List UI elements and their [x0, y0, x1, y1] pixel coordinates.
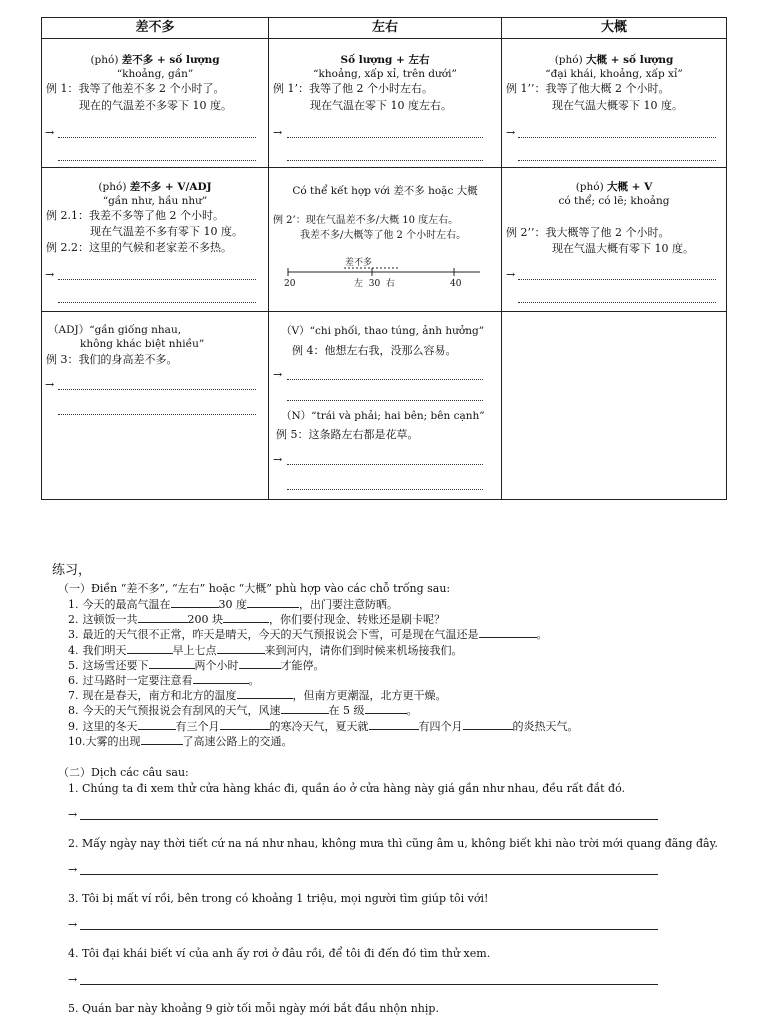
item-number: 4.: [68, 643, 79, 657]
answer-blank[interactable]: [239, 668, 281, 669]
fill-blank-item: [68, 598, 398, 612]
part1-heading: （一）Điền “差不多”, “左右” hoặc “大概” phù hợp vào các chỗ trống sau:: [58, 582, 451, 595]
r3c2-answer-line-4[interactable]: [287, 489, 483, 490]
translation-arrow: →: [68, 918, 78, 931]
r2c3-arrow: →: [506, 268, 516, 281]
translation-item: 3. Tôi bị mất ví rồi, bên trong có khoảng 1 triệu, mọi người tìm giúp tôi với!: [68, 892, 489, 905]
header-chabuduo: 差不多: [42, 18, 269, 39]
r2c2-example-1: 例 2’：现在气温差不多/大概 10 度左右。: [273, 215, 459, 226]
r2c1-example-1b: 现在气温差不多有零下 10 度。: [90, 225, 243, 238]
r3c1-meaning-2: không khác biệt nhiều”: [80, 338, 205, 350]
cell-r3-c2: [269, 312, 502, 500]
item-text: 的炎热天气。: [512, 719, 579, 733]
r1c2-pattern: Số lượng + 左右: [340, 54, 430, 66]
item-text: ，出门要注意防晒。: [299, 598, 398, 611]
answer-blank[interactable]: [193, 683, 249, 684]
r3c1-example: 例 3：我们的身高差不多。: [46, 353, 178, 366]
answer-blank[interactable]: [149, 668, 195, 669]
item-text: 了高速公路上的交通。: [182, 734, 293, 748]
r1c1-arrow: →: [45, 126, 55, 139]
item-text: 在 5 级: [328, 704, 365, 718]
r3c2-answer-line-1[interactable]: [287, 379, 483, 380]
header-zuoyou: 左右: [269, 18, 502, 39]
item-text: ，你们要付现金、转账还是刷卡呢？: [269, 613, 445, 627]
r1c3-arrow: →: [506, 126, 516, 139]
item-text: 。: [248, 674, 260, 687]
r2c1-example-2: 例 2.2：这里的气候和老家差不多热。: [46, 241, 232, 254]
fill-blank-item: [68, 659, 325, 673]
item-text: 。: [406, 704, 418, 718]
tick-40: 40: [450, 279, 462, 289]
r1c1-pattern: (phó) 差不多 + số lượng: [90, 54, 220, 66]
r2c3-answer-line-2[interactable]: [518, 302, 716, 303]
item-text: 我们明天: [82, 643, 127, 657]
r1c3-example-1: 例 1’’：我等了他大概 2 个小时。: [506, 82, 670, 95]
fill-blank-item: [68, 720, 579, 734]
item-text: 有三个月: [175, 719, 220, 733]
r3c2-arrow-1: →: [273, 368, 283, 381]
r2c1-example-1: 例 2.1：我差不多等了他 2 个小时。: [46, 209, 224, 222]
r2c3-example-1b: 现在气温大概有零下 10 度。: [552, 242, 694, 255]
translation-item: 2. Mấy ngày nay thời tiết cứ na ná như nhau, không mưa thì cũng âm u, không biết khi nào trời mới quang đãng đây.: [68, 837, 718, 850]
item-number: 7.: [68, 689, 79, 703]
answer-blank[interactable]: [138, 729, 176, 730]
item-text: 200 块: [187, 613, 223, 627]
answer-blank[interactable]: [247, 607, 299, 608]
answer-blank[interactable]: [141, 744, 183, 745]
practice-title: 练习，: [52, 563, 92, 578]
answer-blank[interactable]: [237, 698, 293, 699]
fill-blank-item: [68, 674, 260, 688]
translation-answer-line[interactable]: [80, 984, 658, 985]
r2c2-example-1b: 我差不多/大概等了他 2 个小时左右。: [300, 230, 467, 241]
r1c1-example-1: 例 1：我等了他差不多 2 个小时了。: [46, 82, 225, 95]
r1c2-answer-line-2[interactable]: [287, 160, 483, 161]
translation-answer-line[interactable]: [80, 819, 658, 820]
r3c2-example-5: 例 5：这条路左右都是花草。: [276, 428, 419, 441]
fill-blank-item: [68, 735, 293, 749]
item-number: 8.: [68, 704, 79, 718]
r3c1-answer-line-1[interactable]: [58, 389, 256, 390]
item-text: 最近的天气很不正常，昨天是晴天，今天的天气预报说会下雪，可是现在气温还是: [82, 628, 479, 642]
r2c1-answer-line-2[interactable]: [58, 302, 256, 303]
r2c3-answer-line-1[interactable]: [518, 279, 716, 280]
r1c3-answer-line-1[interactable]: [518, 137, 716, 138]
translation-item: 1. Chúng ta đi xem thử cửa hàng khác đi, quần áo ở cửa hàng này giá gần như nhau, đều rất đắt đó.: [68, 782, 626, 795]
r2c3-example-1: 例 2’’：我大概等了他 2 个小时。: [506, 226, 670, 239]
r1c1-meaning: “khoảng, gần”: [116, 68, 194, 80]
item-text: ，但南方更潮湿，北方更干燥。: [292, 689, 447, 703]
answer-blank[interactable]: [223, 622, 269, 623]
item-text: 早上七点: [172, 643, 217, 657]
r3c1-arrow: →: [45, 378, 55, 391]
item-number: 1.: [68, 598, 79, 611]
item-number: 5.: [68, 658, 79, 672]
item-text: 这里的冬天: [82, 719, 138, 733]
r2c3-pattern: (phó) 大概 + V: [575, 181, 653, 193]
fill-blank-item: [68, 644, 463, 658]
tick-30-zuoyou: 左 30 右: [354, 279, 395, 289]
r3c2-meaning-noun: （N）“trái và phải; hai bên; bên cạnh”: [281, 410, 485, 422]
part2-heading: （二）Dịch các câu sau:: [58, 766, 189, 779]
r1c1-example-1b: 现在的气温差不多零下 10 度。: [79, 99, 232, 112]
translation-arrow: →: [68, 973, 78, 986]
fill-blank-item: [68, 613, 445, 627]
r3c2-meaning-verb: （V）“chi phối, thao túng, ảnh hưởng”: [281, 325, 485, 337]
item-text: 的寒冷天气，夏天就: [269, 719, 369, 733]
r1c2-arrow: →: [273, 126, 283, 139]
r2c3-meaning: có thể; có lẽ; khoảng: [558, 195, 670, 207]
r3c1-answer-line-2[interactable]: [58, 414, 256, 415]
item-number: 6.: [68, 674, 79, 687]
item-text: 今天的最高气温在: [82, 598, 171, 611]
tick-20: 20: [284, 279, 296, 289]
item-text: 有四个月: [418, 719, 463, 733]
item-text: 过马路时一定要注意看: [82, 674, 193, 687]
item-text: 两个小时: [194, 658, 239, 672]
item-number: 3.: [68, 628, 79, 642]
r1c2-example-1: 例 1’：我等了他 2 个小时左右。: [273, 82, 433, 95]
r1c1-answer-line-1[interactable]: [58, 137, 256, 138]
r2c2-note: Có thể kết hợp với 差不多 hoặc 大概: [292, 185, 478, 197]
cell-r3-c3: [502, 312, 727, 500]
r1c3-pattern: (phó) 大概 + số lượng: [554, 54, 674, 66]
r2c1-arrow: →: [45, 268, 55, 281]
answer-blank[interactable]: [281, 713, 329, 714]
item-text: 才能停。: [280, 658, 325, 672]
fill-blank-item: [68, 689, 447, 703]
r2c1-answer-line-1[interactable]: [58, 279, 256, 280]
r2c1-meaning: “gần như, hầu như”: [102, 195, 208, 207]
translation-answer-line[interactable]: [80, 929, 658, 930]
item-number: 2.: [68, 613, 79, 627]
item-text: 来到河内，请你们到时候来机场接我们。: [264, 643, 463, 657]
answer-blank[interactable]: [365, 713, 407, 714]
translation-arrow: →: [68, 863, 78, 876]
r2c1-pattern: (phó) 差不多 + V/ADJ: [98, 181, 212, 193]
item-text: 30 度: [218, 598, 247, 611]
item-text: 今天的天气预报说会有刮风的天气，风速: [82, 704, 281, 718]
r1c2-meaning: “khoảng, xấp xỉ, trên dưới”: [313, 68, 457, 80]
translation-answer-line[interactable]: [80, 874, 658, 875]
header-dagai: 大概: [502, 18, 727, 39]
fill-blank-item: [68, 704, 418, 718]
r1c2-example-1b: 现在气温在零下 10 度左右。: [310, 99, 452, 112]
translation-item: 5. Quán bar này khoảng 9 giờ tối mỗi ngày mới bắt đầu nhộn nhịp.: [68, 1002, 439, 1015]
item-text: 这场雪还要下: [82, 658, 149, 672]
answer-blank[interactable]: [479, 637, 537, 638]
item-number: 9.: [68, 719, 79, 733]
translation-arrow: →: [68, 808, 78, 821]
r3c2-answer-line-2[interactable]: [287, 400, 483, 401]
translation-item: 4. Tôi đại khái biết ví của anh ấy rơi ở đâu rồi, để tôi đi đến đó tìm thử xem.: [68, 947, 491, 960]
r1c1-answer-line-2[interactable]: [58, 160, 256, 161]
item-text: 现在是春天，南方和北方的温度: [82, 689, 237, 703]
answer-blank[interactable]: [171, 607, 219, 608]
item-text: 这顿饭一共: [82, 613, 138, 627]
item-number: 10.: [68, 734, 86, 748]
answer-blank[interactable]: [138, 622, 188, 623]
range-label-chabuduo: 差不多: [345, 258, 373, 268]
r3c1-meaning-1: （ADJ）“gần giống nhau,: [48, 324, 182, 336]
r1c3-answer-line-2[interactable]: [518, 160, 716, 161]
r1c2-answer-line-1[interactable]: [287, 137, 483, 138]
fill-blank-item: [68, 628, 548, 642]
r3c2-example-4: 例 4：他想左右我，没那么容易。: [292, 344, 457, 357]
r3c2-answer-line-3[interactable]: [287, 464, 483, 465]
r1c3-example-1b: 现在气温大概零下 10 度。: [552, 99, 683, 112]
item-text: 。: [536, 628, 548, 642]
item-text: 大雾的出现: [85, 734, 141, 748]
r3c2-arrow-2: →: [273, 453, 283, 466]
answer-blank[interactable]: [127, 653, 173, 654]
answer-blank[interactable]: [217, 653, 265, 654]
answer-blank[interactable]: [369, 729, 419, 730]
r1c3-meaning: “đại khái, khoảng, xấp xỉ”: [545, 68, 683, 80]
answer-blank[interactable]: [463, 729, 513, 730]
answer-blank[interactable]: [220, 729, 270, 730]
